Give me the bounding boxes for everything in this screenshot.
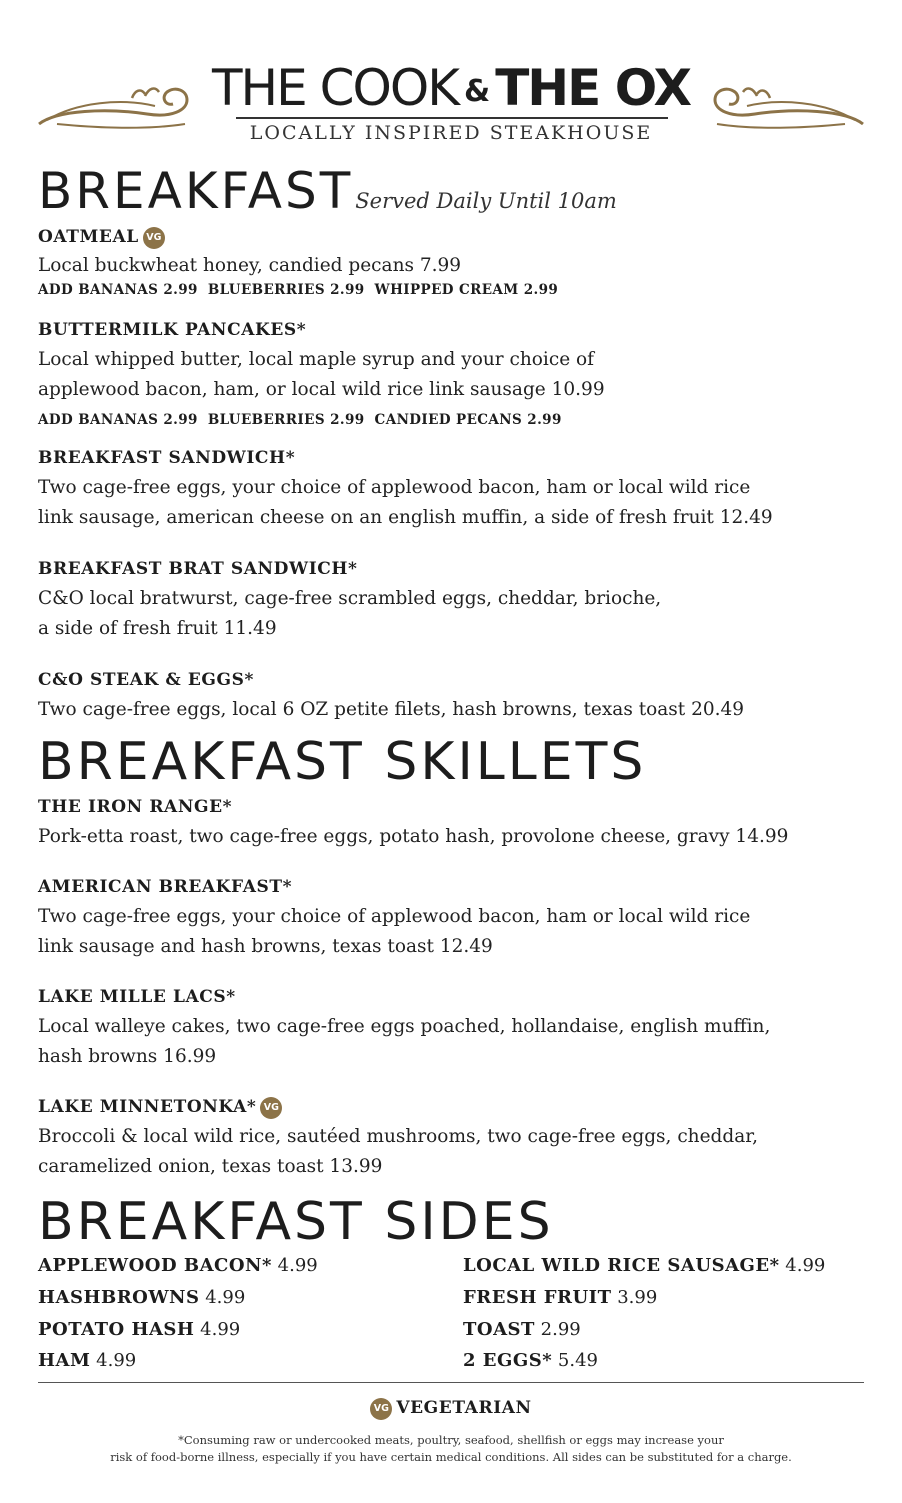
restaurant-header [0, 60, 902, 150]
menu-item-description: Pork-etta roast, two cage-free eggs, potato hash, provolone cheese, gravy 14.99 [38, 826, 789, 847]
menu-item-name: BREAKFAST BRAT SANDWICH* [38, 559, 358, 579]
side-price: 4.99 [277, 1255, 318, 1276]
addon: BLUEBERRIES 2.99 [207, 282, 365, 298]
menu-item-addons [38, 412, 572, 428]
menu-item-description: applewood bacon, ham, or local wild rice link sausage 10.99 [38, 379, 605, 400]
logo-text-ox: THE OX [495, 59, 690, 117]
addon: WHIPPED CREAM 2.99 [374, 282, 559, 298]
side-name: HAM [38, 1350, 91, 1371]
menu-item-description: Local walleye cakes, two cage-free eggs poached, hollandaise, english muffin, [38, 1016, 771, 1037]
menu-item-description: C&O local bratwurst, cage-free scrambled eggs, cheddar, brioche, [38, 588, 662, 609]
menu-item-description: hash browns 16.99 [38, 1046, 217, 1067]
side-item [38, 1319, 240, 1340]
menu-item-name [38, 1097, 282, 1119]
menu-item-name: C&O STEAK & EGGS* [38, 670, 255, 690]
side-name: HASHBROWNS [38, 1287, 200, 1308]
side-price: 4.99 [96, 1350, 137, 1371]
side-price: 4.99 [205, 1287, 246, 1308]
side-name: LOCAL WILD RICE SAUSAGE* [463, 1255, 780, 1276]
side-item [463, 1255, 825, 1276]
menu-item-description: Two cage-free eggs, local 6 OZ petite filets, hash browns, texas toast 20.49 [38, 699, 745, 720]
food-safety-disclaimer: *Consuming raw or undercooked meats, poultry, seafood, shellfish or eggs may increase your [178, 1433, 724, 1447]
side-item [463, 1350, 598, 1371]
logo-ampersand: & [464, 74, 490, 109]
addon: ADD BANANAS 2.99 [38, 282, 198, 298]
vegetarian-badge-icon: VG [370, 1398, 392, 1420]
vegetarian-badge-icon: VG [260, 1097, 282, 1119]
menu-item-description: Two cage-free eggs, your choice of applewood bacon, ham or local wild rice [38, 477, 751, 498]
breakfast-section-title [38, 162, 617, 220]
side-item [463, 1319, 581, 1340]
menu-item-description: Local buckwheat honey, candied pecans 7.99 [38, 255, 462, 276]
side-item [38, 1255, 318, 1276]
menu-item-description: Local whipped butter, local maple syrup and your choice of [38, 349, 595, 370]
breakfast-title: BREAKFAST [38, 162, 354, 220]
menu-item-description: link sausage and hash browns, texas toast 12.49 [38, 936, 493, 957]
side-price: 5.49 [557, 1350, 598, 1371]
side-item [38, 1287, 245, 1308]
food-safety-disclaimer: risk of food-borne illness, especially if you have certain medical conditions. All sides can be substituted for a charge. [110, 1450, 792, 1464]
side-name: POTATO HASH [38, 1319, 195, 1340]
menu-item-description: Broccoli & local wild rice, sautéed mushrooms, two cage-free eggs, cheddar, [38, 1126, 758, 1147]
side-name: APPLEWOOD BACON* [38, 1255, 272, 1276]
side-name: TOAST [463, 1319, 535, 1340]
side-price: 2.99 [540, 1319, 581, 1340]
menu-item-name: THE IRON RANGE* [38, 797, 233, 817]
skillets-section-title: BREAKFAST SKILLETS [38, 732, 647, 792]
addon: BLUEBERRIES 2.99 [207, 412, 365, 428]
side-price: 3.99 [617, 1287, 658, 1308]
side-price: 4.99 [785, 1255, 826, 1276]
vegetarian-badge-icon: VG [143, 227, 165, 249]
legend-label: VEGETARIAN [396, 1398, 532, 1418]
menu-item-name: LAKE MILLE LACS* [38, 987, 236, 1007]
vegetarian-legend [0, 1398, 902, 1420]
lake-minnetonka-name: LAKE MINNETONKA* [38, 1097, 257, 1117]
oatmeal-name: OATMEAL [38, 227, 139, 247]
addon: CANDIED PECANS 2.99 [374, 412, 562, 428]
menu-item-addons [38, 282, 568, 298]
menu-item-name: BUTTERMILK PANCAKES* [38, 320, 307, 340]
menu-item-description: link sausage, american cheese on an english muffin, a side of fresh fruit 12.49 [38, 507, 773, 528]
addon: ADD BANANAS 2.99 [38, 412, 198, 428]
sides-section-title: BREAKFAST SIDES [38, 1192, 554, 1252]
menu-item-description: caramelized onion, texas toast 13.99 [38, 1156, 383, 1177]
logo-divider [236, 117, 668, 119]
logo-text-cook: THE COOK [211, 59, 459, 117]
menu-item-description: Two cage-free eggs, your choice of applewood bacon, ham or local wild rice [38, 906, 751, 927]
side-price: 4.99 [200, 1319, 241, 1340]
side-name: FRESH FRUIT [463, 1287, 612, 1308]
side-item [38, 1350, 136, 1371]
menu-item-name [38, 227, 165, 249]
footer-divider [38, 1382, 864, 1383]
menu-item-description: a side of fresh fruit 11.49 [38, 618, 277, 639]
restaurant-tagline: LOCALLY INSPIRED STEAKHOUSE [249, 122, 653, 144]
menu-item-name: BREAKFAST SANDWICH* [38, 448, 296, 468]
menu-item-name: AMERICAN BREAKFAST* [38, 877, 293, 897]
restaurant-logo [0, 60, 902, 120]
breakfast-hours: Served Daily Until 10am [355, 189, 617, 213]
side-name: 2 EGGS* [463, 1350, 553, 1371]
side-item [463, 1287, 657, 1308]
